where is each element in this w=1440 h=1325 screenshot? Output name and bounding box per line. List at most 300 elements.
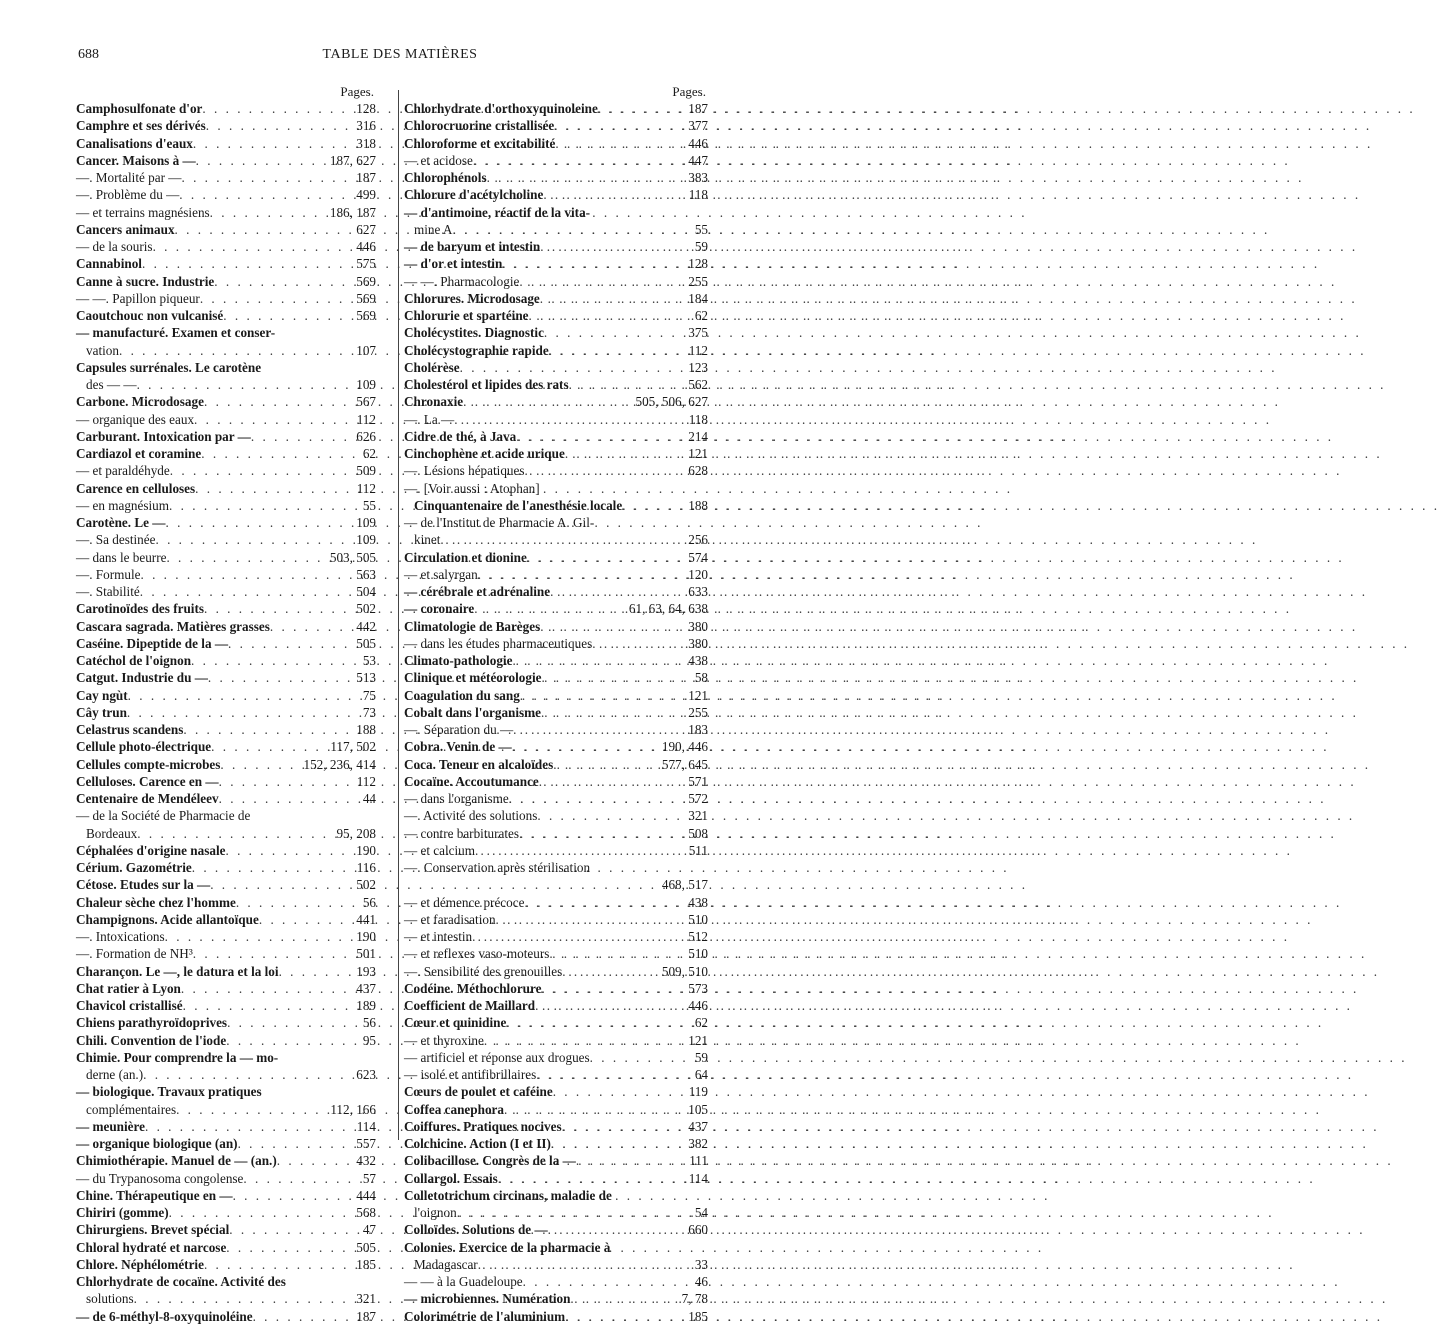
dot-leader bbox=[166, 549, 326, 566]
index-entry bbox=[76, 1204, 376, 1221]
entry-text: Chronaxie bbox=[404, 394, 464, 410]
entry-page bbox=[705, 480, 708, 497]
index-entry bbox=[404, 583, 708, 600]
dot-leader bbox=[201, 445, 360, 462]
index-entry bbox=[404, 1083, 708, 1100]
dot-leader bbox=[544, 324, 685, 341]
entry-text: Cây trun bbox=[76, 704, 127, 720]
index-entry bbox=[76, 687, 376, 704]
entry-text: — et démence précoce bbox=[404, 894, 525, 910]
dot-leader bbox=[519, 825, 685, 842]
entry-page: 502 bbox=[356, 877, 376, 893]
pages-heading: Pages. bbox=[672, 84, 706, 99]
entry-page: 573 bbox=[688, 980, 708, 996]
entry-page: 112 bbox=[356, 773, 376, 789]
dot-leader bbox=[204, 393, 353, 410]
dot-leader bbox=[181, 169, 353, 186]
entry-text: mine A bbox=[414, 221, 453, 237]
entry-page: 188 bbox=[688, 497, 708, 513]
entry-page: 508 bbox=[688, 825, 708, 841]
entry-text: Canalisations d'eaux bbox=[76, 135, 193, 151]
entry-text: Madagascar bbox=[414, 1256, 478, 1272]
index-entry bbox=[76, 152, 376, 169]
index-entry bbox=[76, 669, 376, 686]
index-entry bbox=[404, 773, 708, 790]
entry-text: Chloral hydraté et narcose bbox=[76, 1239, 227, 1255]
entry-page: 571 bbox=[688, 773, 708, 789]
entry-page: 660 bbox=[688, 1222, 708, 1238]
index-column-right bbox=[404, 83, 708, 1325]
dot-leader bbox=[537, 807, 685, 824]
index-entry bbox=[404, 842, 708, 859]
index-entry bbox=[76, 135, 376, 152]
dot-leader bbox=[520, 687, 685, 704]
entry-text: Colchicine. Action (I et II) bbox=[404, 1136, 551, 1151]
index-entry bbox=[404, 359, 708, 376]
entry-page: 54 bbox=[694, 1205, 708, 1220]
entry-page: 441 bbox=[356, 911, 376, 927]
index-entry bbox=[76, 790, 376, 807]
dot-leader bbox=[153, 238, 354, 255]
index-entry bbox=[76, 1221, 376, 1238]
index-entry bbox=[76, 652, 376, 669]
entry-text: Clinique et météorologie bbox=[404, 670, 542, 686]
entry-text: Cholécystites. Diagnostic bbox=[404, 325, 544, 341]
entry-page bbox=[705, 1187, 708, 1204]
dot-leader bbox=[119, 342, 353, 359]
entry-text: Chine. Thérapeutique en — bbox=[76, 1187, 233, 1203]
index-entry bbox=[404, 1239, 708, 1256]
index-entry bbox=[76, 169, 376, 186]
entry-text: —. Formule bbox=[76, 566, 141, 582]
entry-text: Canne à sucre. Industrie bbox=[76, 273, 215, 289]
entry-page: 112 bbox=[356, 411, 376, 427]
entry-page: 73 bbox=[362, 704, 376, 720]
index-entry bbox=[404, 618, 708, 635]
index-entry bbox=[404, 876, 708, 893]
index-entry bbox=[404, 635, 708, 652]
dot-leader bbox=[536, 1066, 692, 1083]
entry-text: — artificiel et réponse aux drogues bbox=[404, 1049, 590, 1065]
dot-leader bbox=[622, 497, 685, 514]
entry-page: 563 bbox=[356, 566, 376, 582]
index-entry bbox=[76, 738, 376, 755]
dot-leader bbox=[525, 462, 686, 479]
entry-page: 152, 236, 414 bbox=[303, 756, 376, 772]
dot-leader bbox=[502, 255, 685, 272]
entry-text: derne (an.) bbox=[86, 1067, 144, 1082]
dot-leader bbox=[214, 273, 353, 290]
entry-page: 623 bbox=[356, 1067, 376, 1082]
entry-text: — et intestin bbox=[404, 929, 473, 944]
entry-text: Cannabinol bbox=[76, 256, 142, 272]
dot-leader bbox=[183, 721, 353, 738]
entry-page: 505 bbox=[356, 635, 376, 651]
entry-text: Chlorhydrate d'orthoxyquinoleine bbox=[404, 101, 598, 116]
dot-leader bbox=[562, 1118, 686, 1135]
entry-text: Caoutchouc non vulcanisé bbox=[76, 308, 224, 323]
entry-page: 503, 505 bbox=[329, 549, 376, 565]
entry-text: Catéchol de l'oignon bbox=[76, 653, 192, 668]
entry-page: 121 bbox=[688, 687, 708, 703]
entry-text: kinet bbox=[414, 532, 441, 548]
entry-page: 55 bbox=[362, 497, 376, 513]
index-entry bbox=[76, 928, 376, 945]
entry-page: 504 bbox=[356, 584, 376, 599]
entry-text: Chaleur sèche chez l'homme bbox=[76, 894, 236, 910]
entry-page bbox=[373, 359, 376, 376]
dot-leader bbox=[277, 1152, 353, 1169]
index-entry bbox=[76, 376, 376, 393]
entry-text: Colonies. Exercice de la pharmacie à bbox=[404, 1239, 611, 1255]
entry-text: Cardiazol et coramine bbox=[76, 446, 202, 461]
entry-page: 119 bbox=[688, 1084, 708, 1100]
entry-page: 377 bbox=[688, 118, 708, 134]
dot-leader bbox=[540, 290, 685, 307]
entry-text: Coffea canephora bbox=[404, 1101, 504, 1117]
entry-text: —. Stabilité bbox=[76, 584, 140, 599]
index-entry bbox=[76, 428, 376, 445]
entry-text: Cellule photo-électrique bbox=[76, 739, 212, 755]
entry-text: — de l'Institut de Pharmacie A. Gil- bbox=[404, 515, 595, 530]
entry-text: — organique biologique (an) bbox=[76, 1136, 238, 1151]
index-entry bbox=[76, 773, 376, 790]
entry-text: —. Séparation du — bbox=[404, 722, 514, 737]
entry-page: 512 bbox=[688, 929, 708, 944]
index-entry bbox=[404, 428, 708, 445]
entry-page: 502 bbox=[356, 601, 376, 617]
index-entry bbox=[76, 807, 376, 824]
entry-page: 256 bbox=[688, 532, 708, 548]
index-entry bbox=[76, 549, 376, 566]
entry-text: Capsules surrénales. Le carotène bbox=[76, 359, 262, 375]
entry-text: Cidre de thé, à Java bbox=[404, 428, 517, 444]
entry-text: Collargol. Essais bbox=[404, 1170, 498, 1186]
index-entry bbox=[404, 1170, 708, 1187]
dot-leader bbox=[553, 1083, 686, 1100]
index-entry bbox=[404, 445, 708, 462]
dot-leader bbox=[473, 152, 685, 169]
index-entry bbox=[404, 497, 708, 514]
index-entry bbox=[76, 1273, 376, 1290]
entry-page: 214 bbox=[688, 428, 708, 444]
entry-page: 56 bbox=[362, 894, 376, 910]
entry-page: 111 bbox=[689, 1153, 708, 1169]
page-number: 688 bbox=[78, 47, 99, 62]
dot-leader bbox=[145, 1118, 354, 1135]
index-entry bbox=[404, 911, 708, 928]
entry-text: — contre barbiturates bbox=[404, 825, 519, 841]
entry-page: 62 bbox=[694, 308, 708, 323]
dot-leader bbox=[227, 1014, 360, 1031]
entry-page: 562 bbox=[688, 377, 708, 392]
index-entry bbox=[404, 1256, 708, 1273]
entry-page bbox=[705, 204, 708, 221]
dot-leader bbox=[220, 756, 300, 773]
index-entry bbox=[404, 997, 708, 1014]
dot-leader bbox=[142, 255, 353, 272]
index-entry bbox=[76, 1170, 376, 1187]
entry-page: 185 bbox=[356, 1256, 376, 1272]
index-entry bbox=[76, 238, 376, 255]
dot-leader bbox=[457, 1204, 692, 1221]
entry-text: — d'antimoine, réactif de la vita- bbox=[404, 204, 591, 220]
index-entry bbox=[76, 480, 376, 497]
entry-text: Chlorophénols bbox=[404, 170, 487, 185]
dot-leader bbox=[509, 790, 686, 807]
index-entry bbox=[76, 324, 376, 341]
entry-text: solutions bbox=[86, 1291, 134, 1307]
dot-leader bbox=[551, 1135, 685, 1152]
entry-text: Charançon. Le —, le datura et la loi bbox=[76, 963, 279, 979]
entry-page: 184 bbox=[688, 290, 708, 306]
dot-leader bbox=[176, 1101, 327, 1118]
entry-page: 120 bbox=[688, 566, 708, 582]
dot-leader bbox=[193, 135, 353, 152]
entry-text: Camphosulfonate d'or bbox=[76, 101, 203, 116]
entry-text: — dans l'organisme bbox=[404, 791, 509, 806]
index-entry bbox=[404, 825, 708, 842]
entry-text: — de la Société de Pharmacie de bbox=[76, 808, 251, 824]
entry-page bbox=[373, 1083, 376, 1100]
dot-leader bbox=[513, 721, 685, 738]
dot-leader bbox=[496, 911, 686, 928]
index-entry bbox=[404, 807, 708, 824]
entry-text: — d'or et intestin bbox=[404, 256, 503, 272]
dot-leader bbox=[210, 876, 353, 893]
entry-page: 57 bbox=[362, 1170, 376, 1186]
entry-page: 107 bbox=[356, 342, 376, 358]
running-title: TABLE DES MATIÈRES bbox=[322, 47, 478, 62]
entry-text: Chili. Convention de l'iode bbox=[76, 1032, 227, 1048]
entry-page: 186, 187 bbox=[329, 204, 376, 220]
entry-page: 509, 510 bbox=[661, 963, 708, 979]
entry-text: — de la souris bbox=[76, 239, 153, 254]
entry-text: — dans les études pharmaceutiques bbox=[404, 635, 593, 651]
index-entry bbox=[404, 376, 708, 393]
dot-leader bbox=[460, 359, 686, 376]
index-entry bbox=[76, 859, 376, 876]
entry-text: — isolé et antifibrillaires bbox=[404, 1067, 537, 1082]
entry-page: 188 bbox=[356, 722, 376, 737]
dot-leader bbox=[219, 790, 360, 807]
entry-text: Celastrus scandens bbox=[76, 722, 184, 737]
entry-page: 577, 645 bbox=[661, 756, 708, 772]
entry-text: Chlorures. Microdosage bbox=[404, 290, 540, 306]
index-entry bbox=[76, 342, 376, 359]
dot-leader bbox=[204, 1256, 353, 1273]
entry-page: 187 bbox=[688, 101, 708, 116]
index-entry bbox=[404, 480, 708, 497]
entry-text: Cholérèse bbox=[404, 359, 460, 375]
index-entry bbox=[76, 1014, 376, 1031]
index-entry bbox=[76, 721, 376, 738]
entry-page: 95, 208 bbox=[336, 825, 376, 841]
dot-leader bbox=[562, 963, 659, 980]
index-entry bbox=[404, 549, 708, 566]
index-entry bbox=[76, 255, 376, 272]
index-entry bbox=[404, 290, 708, 307]
index-entry bbox=[404, 1049, 708, 1066]
entry-text: Cérium. Gazométrie bbox=[76, 860, 192, 875]
dot-leader bbox=[541, 704, 685, 721]
entry-page: 56 bbox=[362, 1015, 376, 1031]
dot-leader bbox=[169, 1204, 354, 1221]
dot-leader bbox=[238, 1135, 354, 1152]
index-list-right bbox=[404, 100, 708, 1325]
entry-page: 513 bbox=[356, 670, 376, 686]
dot-leader bbox=[127, 704, 360, 721]
index-entry bbox=[76, 1032, 376, 1049]
entry-page: 255 bbox=[688, 704, 708, 720]
entry-page: 7, 78 bbox=[681, 1291, 708, 1307]
dot-leader bbox=[140, 566, 353, 583]
index-entry bbox=[404, 462, 708, 479]
index-entry bbox=[76, 894, 376, 911]
dot-leader bbox=[128, 687, 360, 704]
dot-leader bbox=[243, 1170, 359, 1187]
dot-leader bbox=[463, 393, 632, 410]
entry-text: Bordeaux bbox=[86, 825, 138, 841]
entry-page: 321 bbox=[356, 1291, 376, 1307]
dot-leader bbox=[179, 186, 353, 203]
dot-leader bbox=[548, 1221, 686, 1238]
index-entry bbox=[404, 117, 708, 134]
entry-page: 121 bbox=[688, 446, 708, 461]
dot-leader bbox=[506, 1014, 691, 1031]
index-entry bbox=[404, 324, 708, 341]
dot-leader bbox=[137, 376, 354, 393]
index-entry bbox=[76, 583, 376, 600]
index-entry bbox=[404, 152, 708, 169]
entry-page: 567 bbox=[356, 394, 376, 410]
entry-page: 574 bbox=[688, 549, 708, 565]
index-entry bbox=[404, 135, 708, 152]
entry-text: — dans le beurre bbox=[76, 549, 167, 565]
index-entry bbox=[76, 445, 376, 462]
index-entry bbox=[404, 186, 708, 203]
index-entry bbox=[404, 1066, 708, 1083]
entry-text: Coefficient de Maillard bbox=[404, 998, 536, 1013]
entry-page: 511 bbox=[688, 842, 708, 858]
index-entry bbox=[76, 911, 376, 928]
entry-page: 446 bbox=[356, 239, 376, 254]
index-entry bbox=[76, 1308, 376, 1325]
entry-page: 628 bbox=[688, 463, 708, 479]
entry-page: 118 bbox=[688, 411, 708, 427]
entry-page: 626 bbox=[356, 428, 376, 444]
entry-page: 446 bbox=[688, 998, 708, 1013]
index-entry bbox=[76, 842, 376, 859]
entry-page: 128 bbox=[688, 256, 708, 272]
dot-leader bbox=[535, 997, 685, 1014]
dot-leader bbox=[554, 117, 685, 134]
index-entry bbox=[404, 928, 708, 945]
index-entry bbox=[404, 600, 708, 617]
index-entry bbox=[76, 1152, 376, 1169]
index-entry bbox=[76, 514, 376, 531]
index-entry bbox=[404, 963, 708, 980]
entry-text: —. Sa destinée bbox=[76, 532, 156, 548]
dot-leader bbox=[512, 652, 685, 669]
entry-page bbox=[373, 1049, 376, 1066]
index-entry bbox=[404, 1290, 708, 1307]
entry-text: Carotinoïdes des fruits bbox=[76, 601, 204, 617]
entry-text: Chiriri (gomme) bbox=[76, 1205, 169, 1220]
index-entry bbox=[404, 342, 708, 359]
entry-text: Caséine. Dipeptide de la — bbox=[76, 635, 229, 651]
index-entry bbox=[404, 221, 708, 238]
entry-page: 321 bbox=[688, 808, 708, 824]
entry-text: —. La — bbox=[404, 411, 455, 427]
entry-text: Cétose. Etudes sur la — bbox=[76, 877, 211, 893]
dot-leader bbox=[175, 221, 354, 238]
index-entry bbox=[404, 307, 708, 324]
entry-text: Champignons. Acide allantoïque bbox=[76, 911, 259, 927]
entry-text: Chiens parathyroïdoprives bbox=[76, 1015, 228, 1031]
entry-text: — —. Papillon piqueur bbox=[76, 290, 200, 306]
entry-page bbox=[373, 324, 376, 341]
entry-page: 432 bbox=[356, 1153, 376, 1169]
entry-page: 375 bbox=[688, 325, 708, 341]
dot-leader bbox=[590, 1049, 692, 1066]
entry-page: 383 bbox=[688, 170, 708, 185]
entry-page: 105 bbox=[688, 1101, 708, 1117]
entry-text: Chirurgiens. Brevet spécial bbox=[76, 1222, 230, 1238]
dot-leader bbox=[166, 514, 354, 531]
entry-page: 187 bbox=[356, 1308, 376, 1324]
entry-text: Camphre et ses dérivés bbox=[76, 118, 206, 134]
dot-leader bbox=[527, 549, 685, 566]
dot-leader bbox=[196, 152, 327, 169]
index-entry bbox=[404, 704, 708, 721]
entry-text: Cay ngùt bbox=[76, 687, 128, 703]
dot-leader bbox=[226, 1032, 360, 1049]
entry-page: 442 bbox=[356, 618, 376, 634]
index-entry bbox=[76, 273, 376, 290]
index-entry bbox=[404, 255, 708, 272]
index-entry bbox=[404, 721, 708, 738]
entry-page: 185 bbox=[688, 1308, 708, 1324]
index-entry bbox=[404, 566, 708, 583]
dot-leader bbox=[134, 1290, 354, 1307]
dot-leader bbox=[539, 773, 685, 790]
entry-text: Carburant. Intoxication par — bbox=[76, 428, 251, 444]
entry-text: Chloroforme et excitabilité bbox=[404, 135, 556, 151]
pages-heading: Pages. bbox=[340, 84, 374, 99]
dot-leader bbox=[202, 100, 353, 117]
entry-text: Celluloses. Carence en — bbox=[76, 773, 219, 789]
entry-page: 438 bbox=[688, 894, 708, 910]
index-entry bbox=[76, 221, 376, 238]
dot-leader bbox=[225, 842, 353, 859]
entry-page: 118 bbox=[688, 187, 708, 203]
entry-text: —. Intoxications bbox=[76, 929, 165, 944]
dot-leader bbox=[233, 1187, 354, 1204]
entry-text: Chlore. Néphélométrie bbox=[76, 1256, 204, 1272]
entry-page: 189 bbox=[356, 998, 376, 1013]
index-entry bbox=[404, 204, 708, 221]
entry-text: — et reflexes vaso-moteurs bbox=[404, 946, 550, 962]
dot-leader bbox=[553, 756, 659, 773]
index-entry bbox=[404, 1152, 708, 1169]
index-entry bbox=[404, 1187, 708, 1204]
entry-page: 437 bbox=[356, 980, 376, 996]
dot-leader bbox=[206, 117, 353, 134]
index-entry bbox=[76, 1101, 376, 1118]
index-entry bbox=[76, 393, 376, 410]
index-entry bbox=[404, 687, 708, 704]
